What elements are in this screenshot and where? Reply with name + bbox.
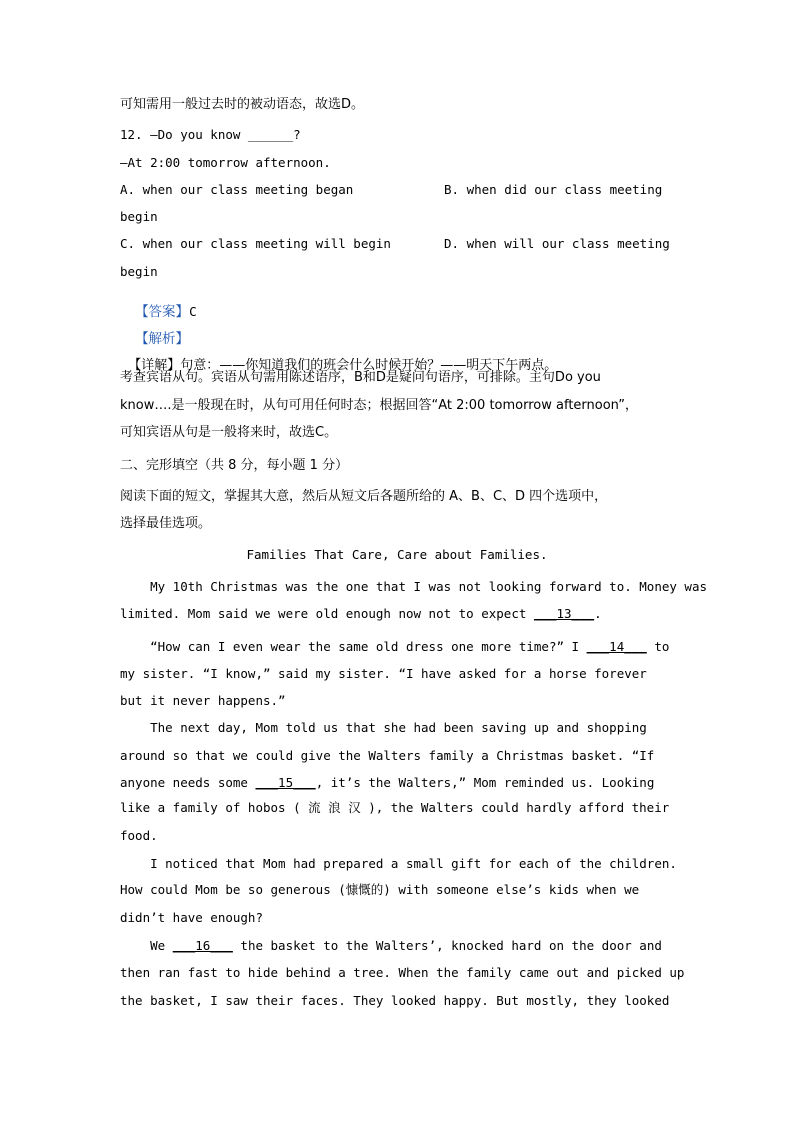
passage-text: anyone needs some: [120, 775, 256, 790]
section-2-instruction-1: 阅读下面的短文，掌握其大意，然后从短文后各题所给的 A、B、C、D 四个选项中，: [120, 489, 608, 504]
detail-line-4: 可知宾语从句是一般将来时，故选C。: [120, 425, 338, 440]
passage-line: then ran fast to hide behind a tree. When the family came out and picked up: [120, 965, 685, 980]
section-2-heading: 二、完形填空（共 8 分，每小题 1 分）: [120, 458, 349, 473]
passage-line: [120, 775, 654, 791]
question-12-stem: 12. —Do you know ______?: [120, 127, 301, 142]
blank-16: ___16___: [172, 938, 233, 953]
option-c: C. when our class meeting will begin: [120, 236, 391, 251]
option-b: B. when did our class meeting: [444, 182, 663, 197]
passage-text: .: [594, 606, 602, 621]
passage-line: [120, 639, 669, 655]
passage-line: [120, 938, 662, 954]
option-d-continued: begin: [120, 264, 158, 279]
previous-answer-conclusion: 可知需用一般过去时的被动语态，故选D。: [120, 97, 365, 112]
option-a: A. when our class meeting began: [120, 182, 354, 197]
detail-line-2: 考查宾语从句。宾语从句需用陈述语序，B和D是疑问句语序，可排除。主句Do you: [120, 370, 601, 385]
passage-text: “How can I even wear the same old dress one more time?” I: [120, 639, 587, 654]
passage-title: Families That Care, Care about Families.: [246, 547, 548, 562]
answer-tag: 【答案】: [135, 304, 190, 320]
passage-line: didn’t have enough?: [120, 910, 263, 925]
option-b-continued: begin: [120, 209, 158, 224]
blank-15: ___15___: [255, 775, 316, 790]
passage-line: My 10th Christmas was the one that I was not looking forward to. Money was: [120, 579, 707, 594]
passage-line: The next day, Mom told us that she had been saving up and shopping: [120, 720, 647, 735]
passage-line: [120, 606, 602, 622]
blank-14: ___14___: [586, 639, 647, 654]
passage-line: like a family of hobos ( 流 浪 汉 ), the Walters could hardly afford their: [120, 800, 670, 815]
passage-line: but it never happens.”: [120, 693, 286, 708]
passage-text: limited. Mom said we were old enough now not to expect: [120, 606, 534, 621]
passage-line: I noticed that Mom had prepared a small gift for each of the children.: [120, 856, 677, 871]
detail-line-3: know….是一般现在时，从句可用任何时态；根据回答“At 2:00 tomorrow afternoon”，: [120, 398, 638, 413]
detail-line-1: 句意：——你知道我们的班会什么时候开始？——明天下午两点。: [180, 358, 558, 373]
passage-line: around so that we could give the Walters family a Christmas basket. “If: [120, 748, 655, 763]
analysis-tag: 【解析】: [135, 331, 190, 347]
option-d: D. when will our class meeting: [444, 236, 670, 251]
passage-text: to: [646, 639, 670, 654]
passage-line: How could Mom be so generous (慷慨的) with someone else’s kids when we: [120, 882, 640, 897]
passage-line: my sister. “I know,” said my sister. “I have asked for a horse forever: [120, 666, 647, 681]
passage-line: the basket, I saw their faces. They looked happy. But mostly, they looked: [120, 993, 670, 1008]
detail-tag: 【详解】: [128, 358, 181, 373]
section-2-instruction-2: 选择最佳选项。: [120, 516, 212, 531]
passage-line: food.: [120, 828, 158, 843]
passage-text: , it’s the Walters,” Mom reminded us. Looking: [315, 775, 655, 790]
question-12-reply: —At 2:00 tomorrow afternoon.: [120, 155, 331, 170]
passage-text: the basket to the Walters’, knocked hard on the door and: [232, 938, 662, 953]
passage-text: We: [120, 938, 173, 953]
answer-value: C: [189, 304, 197, 319]
blank-13: ___13___: [533, 606, 595, 621]
